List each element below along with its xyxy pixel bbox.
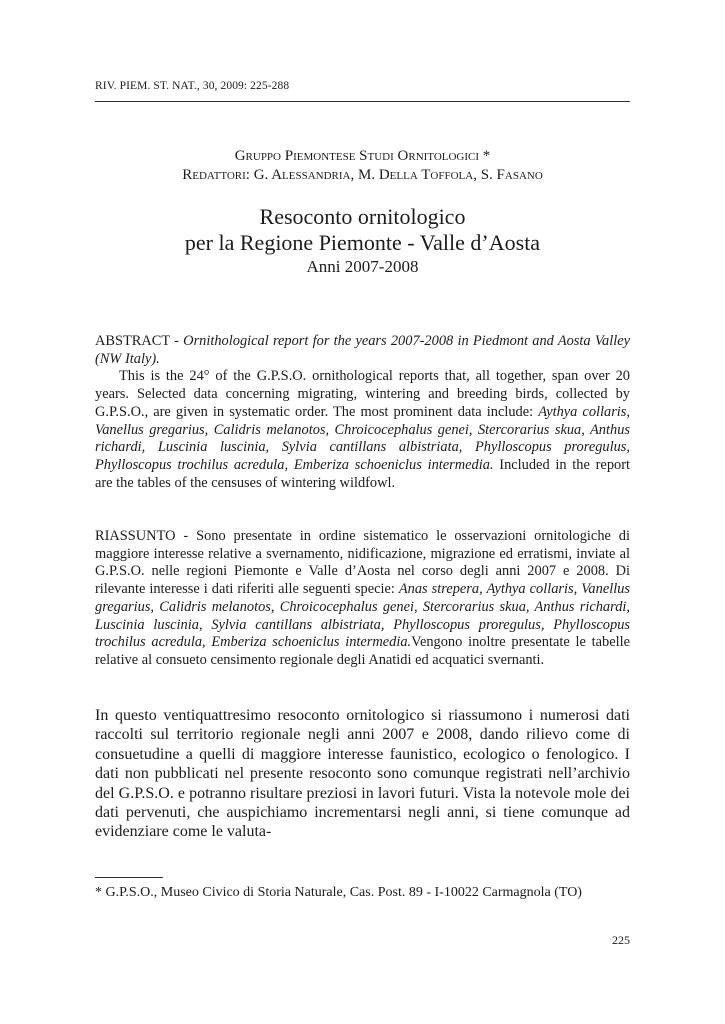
footnote: * G.P.S.O., Museo Civico di Storia Naturale, Cas. Post. 89 - I-10022 Carmagnola (TO): [95, 885, 582, 900]
author-group: Gruppo Piemontese Studi Ornitologici *: [234, 148, 491, 164]
abstract-species: Aythya collaris, Vanellus gregarius, Calidris melanotos, Chroicocephalus genei, Stercorarius skua, Anthus richardi, Luscinia luscinia, Sylvia cantillans albistriata, Phylloscopus proregulus, Phylloscopus trochilus acredula, Emberiza schoeniclus intermedia.: [95, 403, 631, 473]
body-paragraph: In questo ventiquattresimo resoconto ornitologico si riassumono i numerosi dati raccolti sul territorio regionale negli anni 2007 e 2008, dando rilievo come di consuetudine a quelli di maggiore interesse faunistico, ecologico o fenologico. I dati non pubblicati nel presente resoconto sono comunque registrati nell’archivio del G.P.S.O. e potranno risultare preziosi in lavori futuri. Vista la notevole mole dei dati pervenuti, che auspichiamo incrementarsi negli anni, si tiene comunque ad evidenziare come le valuta-: [95, 707, 630, 841]
authors-block: [95, 147, 630, 185]
abstract-text-1: This is the 24° of the G.P.S.O. ornithological reports that, all together, span over 20 years. Selected data concerning migrating, wintering and breeding birds, collected by G.P.S.O., are given in systematic order. The most prominent data include:: [95, 368, 630, 420]
article-years: Anni 2007-2008: [306, 257, 419, 276]
header-rule: [95, 101, 630, 102]
title-line-1: Resoconto ornitologico: [259, 204, 466, 229]
riassunto-species: Anas strepera, Aythya collaris, Vanellus gregarius, Calidris melanotos, Chroicocephalus genei, Stercorarius skua, Anthus richardi, Luscinia luscinia, Sylvia cantillans albistriata, Phylloscopus proregulus, Phylloscopus trochilus acredula, Emberiza schoeniclus intermedia.: [95, 581, 631, 651]
title-line-2: per la Regione Piemonte - Valle d’Aosta: [184, 230, 541, 255]
abstract-heading: [95, 333, 630, 368]
abstract-section: [95, 333, 630, 492]
riassunto-section: [95, 528, 630, 670]
article-title: [95, 204, 630, 256]
riassunto-text-2: Vengono inoltre presentate le tabelle relative al consueto censimento regionale degli Anatidi ed acquatici svernanti.: [95, 634, 630, 668]
riassunto-text-1: Sono presentate in ordine sistematico le osservazioni ornitologiche di maggiore interesse relative a svernamento, nidificazione, migrazione ed erratismi, inviate al G.P.S.O. nelle regioni Piemonte e Valle d’Aosta nel corso degli anni 2007 e 2008. Di rilevante interesse i dati riferiti alle seguenti specie:: [95, 528, 630, 598]
riassunto-body: [95, 528, 630, 670]
abstract-body: [95, 368, 630, 492]
body-text: [95, 706, 630, 842]
editors-line: Redattori: G. Alessandria, M. Della Toffola, S. Fasano: [182, 167, 543, 183]
riassunto-label: RIASSUNTO -: [95, 528, 197, 544]
running-head: RIV. PIEM. ST. NAT., 30, 2009: 225-288: [95, 80, 290, 92]
abstract-label: ABSTRACT -: [95, 333, 184, 349]
abstract-title: Ornithological report for the years 2007-2008 in Piedmont and Aosta Valley (NW Italy).: [95, 333, 630, 367]
footnote-rule: [95, 877, 163, 878]
page-number: 225: [612, 933, 630, 947]
abstract-text-2: Included in the report are the tables of the censuses of wintering wildfowl.: [95, 456, 630, 491]
